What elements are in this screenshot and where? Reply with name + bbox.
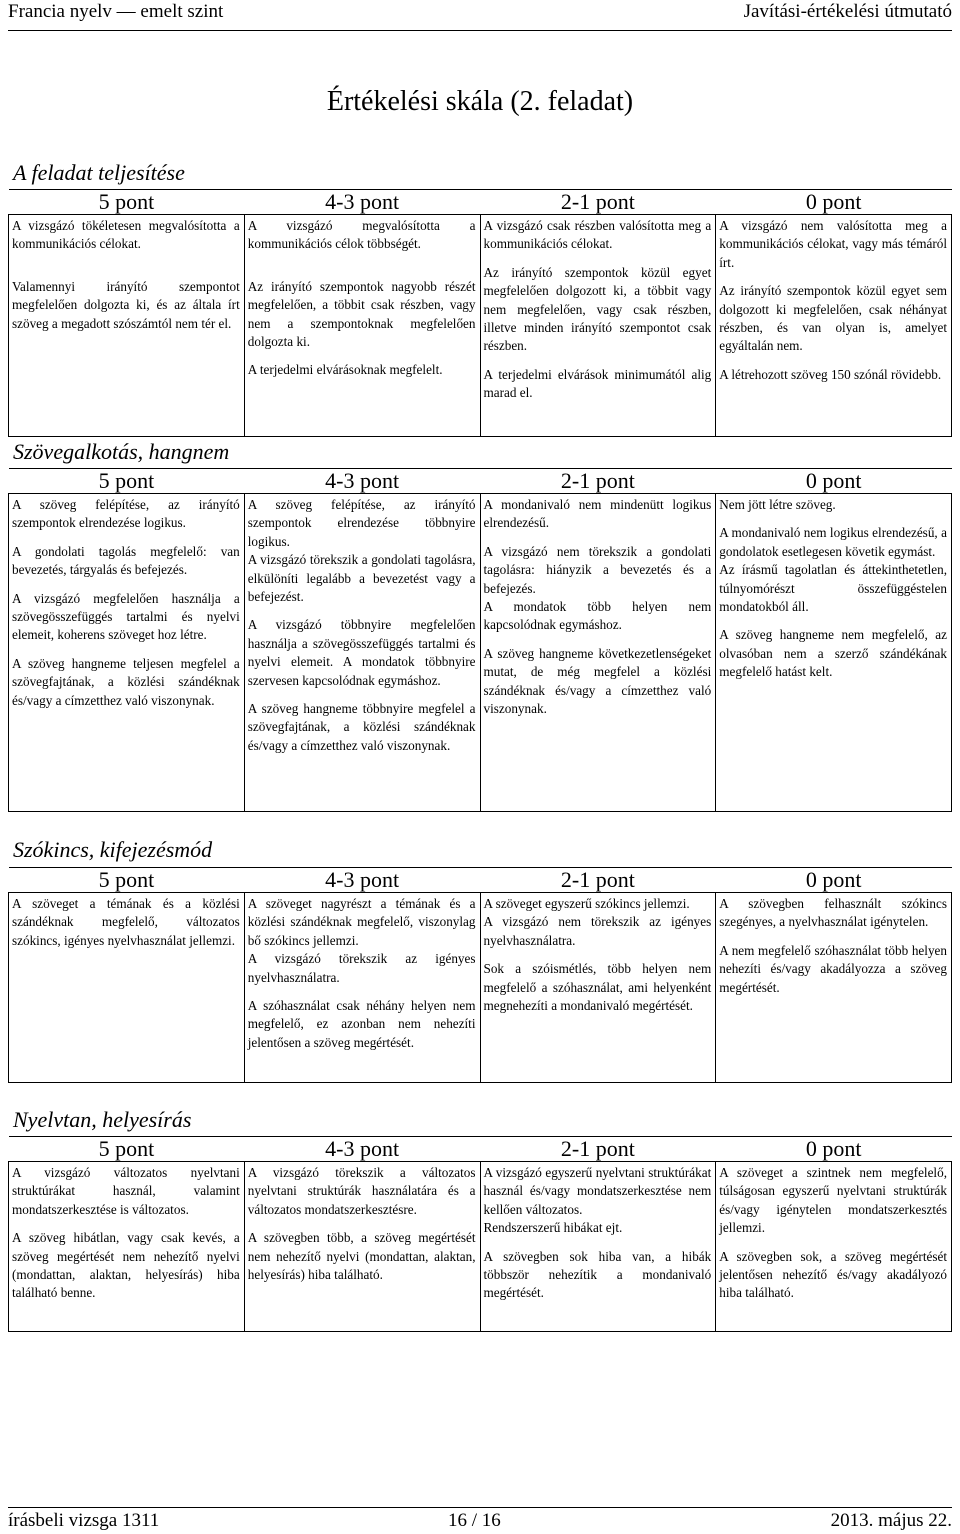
criterion-text: Az írásmű tagolatlan és áttekinthetetlen, túlnyomórészt összefüggéstelen mondatokból áll. — [719, 562, 947, 615]
criteria-cell-5 — [9, 215, 245, 437]
criterion-text: A terjedelmi elvárások minimumától alig marad el. — [483, 366, 712, 401]
score-header: 0 pont — [716, 1137, 952, 1162]
section-task — [8, 189, 952, 437]
criteria-cell-0 — [716, 215, 952, 437]
criteria-cell-2-1 — [480, 494, 716, 812]
criterion-text: A szöveget egyszerű szókincs jellemzi. — [483, 896, 690, 911]
criterion-text: A szöveg felépítése, az irányító szempontok elrendezése logikus. — [12, 497, 240, 531]
header-left: Francia nyelv — emelt szint — [8, 1, 224, 22]
criteria-cell-2-1 — [480, 1162, 716, 1332]
score-header: 2-1 pont — [480, 868, 716, 893]
criterion-text: Az irányító szempontok közül egyet megfelelően dolgozott ki, a többit vagy nem megfelelően, vagy csak részben, illetve minden irányító szempontot csak részben. — [483, 264, 712, 354]
criterion-text: A vizsgázó tökéletesen megvalósította a kommunikációs célokat. — [12, 218, 240, 252]
page-title: Értékelési skála (2. feladat) — [326, 86, 634, 117]
criteria-cell-2-1 — [480, 893, 716, 1083]
footer-date: 2013. május 22. — [830, 1510, 952, 1531]
section-composition — [8, 468, 952, 812]
criterion-text: A szöveget nagyrészt a témának és a közlési szándéknak megfelelő, viszonylag bő szókincs jellemzi. — [247, 896, 476, 948]
section-title-task: A feladat teljesítése — [13, 160, 185, 185]
score-header: 4-3 pont — [244, 1137, 480, 1162]
criterion-text: A vizsgázó megfelelően használja a szövegösszefüggés tartalmi és nyelvi elemeit, koherens szöveget hoz létre. — [12, 590, 240, 643]
score-header: 0 pont — [716, 190, 952, 215]
criterion-text: A szövegben sok, a szöveg megértését jelentősen nehezítő és/vagy akadályozó hiba található. — [719, 1248, 947, 1301]
footer-page-number: 16 / 16 — [448, 1510, 501, 1531]
criterion-text: A szöveg hangneme következetlenségeket mutat, de még megfelel a közlési szándéknak és/vagy a címzetthez való viszonynak. — [483, 645, 712, 717]
criterion-text: Az irányító szempontok nagyobb részét megfelelően, a többit csak részben, vagy nem a szempontoknak megfelelően dolgozta ki. — [247, 278, 476, 350]
score-header: 0 pont — [716, 469, 952, 494]
criterion-text: Az irányító szempontok közül egyet sem dolgozott ki megfelelően, csak néhányat részben, és van olyan is, amelyet egyáltalán nem. — [719, 283, 947, 354]
criteria-cell-4-3 — [244, 494, 480, 812]
score-header: 2-1 pont — [480, 469, 716, 494]
criterion-text: A vizsgázó változatos nyelvtani struktúrákat használ, valamint mondatszerkesztése is változatos. — [12, 1165, 240, 1217]
criteria-cell-4-3 — [244, 1162, 480, 1332]
criterion-text: A szövegben felhasznált szókincs szegényes, a nyelvhasználat igénytelen. — [719, 896, 947, 930]
criteria-cell-0 — [716, 893, 952, 1083]
criterion-text: A vizsgázó törekszik az igényes nyelvhasználatra. — [247, 951, 476, 985]
criteria-row — [9, 1162, 952, 1332]
criterion-text: A mondatok több helyen nem kapcsolódnak egymáshoz. — [483, 599, 712, 633]
footer-exam-code: írásbeli vizsga 1311 — [8, 1510, 160, 1531]
header-right: Javítási-értékelési útmutató — [743, 1, 952, 22]
criterion-text: A vizsgázó egyszerű nyelvtani struktúrákat használ és/vagy mondatszerkesztése nem kellően változatos. — [483, 1165, 712, 1217]
criteria-cell-0 — [716, 1162, 952, 1332]
criterion-text: A gondolati tagolás megfelelő: van bevezetés, tárgyalás és befejezés. — [12, 543, 240, 578]
rubric-table-grammar — [8, 1136, 952, 1332]
criteria-cell-5 — [9, 893, 245, 1083]
section-vocabulary — [8, 867, 952, 1083]
criteria-cell-5 — [9, 1162, 245, 1332]
criterion-text: A szöveget a témának és a közlési szándéknak megfelelő, változatos szókincs, igényes nyelvhasználat jellemzi. — [12, 896, 240, 948]
criterion-text: A szöveg hibátlan, vagy csak kevés, a szöveg megértését nem nehezítő nyelvi (mondattan, alaktan, helyesírás) hiba található benne. — [12, 1230, 240, 1301]
section-title-grammar: Nyelvtan, helyesírás — [13, 1107, 192, 1132]
criterion-text: A szövegben sok hiba van, a hibák többször nehezítik a mondanivaló megértését. — [483, 1248, 712, 1301]
criteria-cell-5 — [9, 494, 245, 812]
criterion-text: A szöveg felépítése, az irányító szempontok elrendezése többnyire logikus. — [247, 497, 476, 549]
score-header: 2-1 pont — [480, 190, 716, 215]
criteria-cell-4-3 — [244, 215, 480, 437]
criterion-text: A mondanivaló nem mindenütt logikus elrendezésű. — [483, 497, 712, 531]
criterion-text: A vizsgázó törekszik a változatos nyelvtani struktúrák használatára és a változatos mondatszerkesztésre. — [247, 1165, 476, 1217]
criterion-text: A szóhasználat csak néhány helyen nem megfelelő, ez azonban nem nehezíti jelentősen a szöveg megértését. — [247, 998, 476, 1050]
criteria-cell-2-1 — [480, 215, 716, 437]
criterion-text: Nem jött létre szöveg. — [719, 497, 836, 512]
criterion-text: A vizsgázó nem törekszik az igényes nyelvhasználatra. — [483, 914, 712, 948]
criterion-text: A szöveget a szintnek nem megfelelő, túlságosan egyszerű nyelvtani struktúrák és/vagy igénytelen mondatszerkesztés jellemzi. — [719, 1165, 947, 1236]
section-grammar — [8, 1136, 952, 1332]
section-title-composition: Szövegalkotás, hangnem — [13, 439, 230, 464]
criterion-text: A szöveg hangneme teljesen megfelel a szövegfajtának, a közlési szándéknak és/vagy a címzetthez való viszonynak. — [12, 655, 240, 708]
criterion-text: A nem megfelelő szóhasználat több helyen nehezíti és/vagy akadályozza a szöveg megértését. — [719, 942, 947, 995]
score-header: 4-3 pont — [244, 469, 480, 494]
criterion-text: A vizsgázó törekszik a gondolati tagolásra, elkülöníti legalább a bevezetést vagy a befejezést. — [247, 552, 476, 605]
rubric-table-task — [8, 189, 952, 437]
score-header: 5 pont — [9, 469, 245, 494]
criterion-text: A vizsgázó nem törekszik a gondolati tagolásra: hiányzik a bevezetés és a befejezés. — [483, 543, 712, 596]
criterion-text: Valamennyi irányító szempontot megfelelően dolgozta ki, és az általa írt szöveg a megadott szószámtól nem tér el. — [12, 278, 240, 331]
rubric-table-vocabulary — [8, 867, 952, 1083]
criterion-text: A szöveg hangneme nem megfelelő, az olvasóban nem a szerző szándékának megfelelő hatást kelt. — [719, 627, 947, 680]
score-header-row — [9, 190, 952, 215]
criterion-text: Rendszerszerű hibákat ejt. — [483, 1220, 623, 1236]
criterion-text: A vizsgázó nem valósította meg a kommunikációs célokat, vagy más témáról írt. — [719, 218, 947, 270]
criterion-text: A vizsgázó többnyire megfelelően használja a szövegösszefüggés tartalmi és nyelvi elemeit. A mondatok többnyire szervesen kapcsolódnak egymáshoz. — [247, 617, 476, 688]
score-header-row — [9, 868, 952, 893]
criteria-row — [9, 494, 952, 812]
criterion-text: A vizsgázó csak részben valósította meg a kommunikációs célokat. — [483, 218, 712, 252]
page-footer — [8, 1507, 952, 1534]
rubric-table-composition — [8, 468, 952, 812]
criterion-text: A létrehozott szöveg 150 szónál rövidebb. — [719, 366, 942, 382]
criterion-text: A mondanivaló nem logikus elrendezésű, a gondolatok esetlegesen követik egymást. — [719, 525, 947, 559]
score-header-row — [9, 1137, 952, 1162]
score-header: 5 pont — [9, 1137, 245, 1162]
score-header: 5 pont — [9, 868, 245, 893]
criteria-cell-4-3 — [244, 893, 480, 1083]
criterion-text: A vizsgázó megvalósította a kommunikációs célok többségét. — [247, 218, 476, 252]
score-header: 4-3 pont — [244, 868, 480, 893]
criteria-row — [9, 215, 952, 437]
criteria-cell-0 — [716, 494, 952, 812]
criterion-text: A terjedelmi elvárásoknak megfelelt. — [247, 362, 443, 378]
criterion-text: A szöveg hangneme többnyire megfelel a szövegfajtának, a közlési szándéknak és/vagy a címzetthez való viszonynak. — [247, 701, 476, 753]
page-header — [8, 0, 952, 31]
criterion-text: A szövegben több, a szöveg megértését nem nehezítő nyelvi (mondattan, alaktan, helyesírás) hiba található. — [247, 1230, 476, 1283]
score-header: 5 pont — [9, 190, 245, 215]
score-header-row — [9, 469, 952, 494]
section-title-vocabulary: Szókincs, kifejezésmód — [13, 837, 213, 862]
criteria-row — [9, 893, 952, 1083]
score-header: 2-1 pont — [480, 1137, 716, 1162]
score-header: 0 pont — [716, 868, 952, 893]
criterion-text: Sok a szóismétlés, több helyen nem megfelelő a szóhasználat, ami helyenként megnehezíti a mondanivaló megértését. — [483, 961, 712, 1014]
score-header: 4-3 pont — [244, 190, 480, 215]
